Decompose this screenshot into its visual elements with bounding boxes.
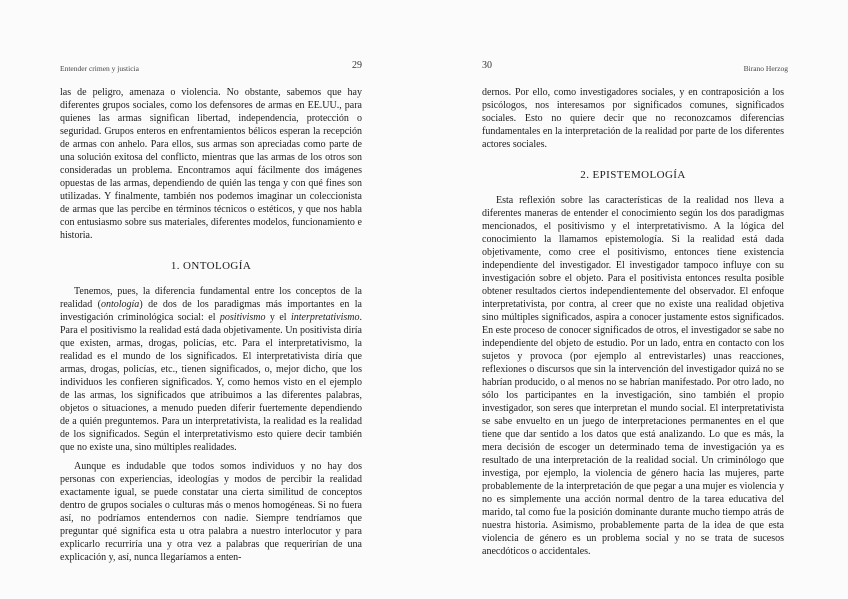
page-number-left: 29 <box>352 60 362 71</box>
left-text-column <box>60 86 362 564</box>
italic-term: ontología <box>100 299 140 310</box>
page-number-right: 30 <box>482 60 492 71</box>
text-run: Tenemos, pues, la diferencia fundamental entre los conceptos de la realidad ( <box>60 286 362 310</box>
text-run: . Para el positivismo la realidad está dada objetivamente. Un positivista diría que existen, armas, drogas, policías, etc. Para el interpretativismo, la realidad es el mundo de los significados. El interpretativista diría que armas, drogas, policías, etc., tienen significados, o, mejor dicho, que los individuos les confieren significados. Y, como hemos visto en el ejemplo de las armas, los significados que atribuimos a las diferentes palabras, objetos o situaciones, a menudo pueden diferir fuertemente dependiendo de a quién preguntemos. Para un interpretativista, la realidad es la realidad de los significados. Según el interpretativismo esto quiere decir también que no existe una, sino múltiples realidades. <box>60 312 362 453</box>
right-text-column <box>482 86 784 558</box>
paragraph: dernos. Por ello, como investigadores sociales, y en contraposición a los psicólogos, nos interesamos por significados comunes, significados sociales. Esto no quiere decir que no reconozcamos diferencias fundamentales en la interpretación de la realidad por parte de los diferentes actores sociales. <box>482 87 784 150</box>
running-head-left: Entender crimen y justicia <box>60 64 139 73</box>
italic-term: positivismo <box>219 312 266 323</box>
paragraph: Aunque es indudable que todos somos individuos y no hay dos personas con experiencias, ideologías y modos de percibir la realidad exactamente igual, se puede constatar una cierta similitud de conceptos dentro de grupos sociales o culturas más o menos homogéneas. Si no fuera así, no podríamos entendernos con nadie. Siempre tendríamos que preguntar qué significa esta u otra palabra a nuestro interlocutor y para explicarlo recurriría una y otra vez a palabras que requerirían de una explicación y, así, nunca llegaríamos a enten- <box>60 461 362 563</box>
right-page <box>424 0 848 599</box>
text-run: ) de dos de los paradigmas más importantes en la investigación criminológica social: el <box>60 299 362 323</box>
paragraph <box>60 285 362 454</box>
section-heading-epistemologia: 2. EPISTEMOLOGÍA <box>580 169 686 181</box>
paragraph: las de peligro, amenaza o violencia. No obstante, sabemos que hay diferentes grupos sociales, como los defensores de armas en EE.UU., para quienes las armas significan libertad, independencia, protección o seguridad. Grupos enteros en enfrentamientos bélicos esperan la recepción de armas con anhelo. Para ellos, sus armas son apreciadas como parte de una solución exitosa del conflicto, mientras que las armas de los otros son consideradas un problema. Encontramos aquí fácilmente dos imágenes opuestas de las armas, dependiendo de quién las tenga y con qué fines son utilizadas. Y finalmente, también nos podemos imaginar un coleccionista de armas que las percibe en términos técnicos o estéticos, y que nos habla con entusiasmo sobre sus materiales, diferentes modelos, funcionamiento e historia. <box>60 87 362 241</box>
paragraph: Esta reflexión sobre las características de la realidad nos lleva a diferentes maneras de entender el conocimiento según los dos paradigmas mencionados, el positivismo y el interpretativismo. A la lógica del conocimiento la llamamos epistemología. Si la realidad está dada objetivamente, como cree el positivismo, entonces tiene existencia independiente del investigador. El investigador tampoco influye con su investigación sobre el objeto. Para el positivista entonces resulta posible obtener resultados ciertos independientemente del observador. El enfoque interpretativista, por contra, al creer que no existe una realidad objetiva sino múltiples significados, aspira a conocer justamente estos significados. En este proceso de conocer significados de otros, el investigador se sabe no independiente del objeto de estudio. Por un lado, entra en contacto con los sujetos y provoca (por ejemplo al entrevistarles) unas reacciones, reflexiones o discursos que sin la intervención del investigador quizá no se habrían producido, o al menos no se habrían manifestado. Por otro lado, no sólo los participantes en la investigación, sino también el propio investigador, son seres que interpretan el mundo social. El interpretativista se sabe envuelto en un juego de interpretaciones permanentes en el que tiene que dar sentido a los datos que está analizando. Lo que es más, la mera decisión de escoger un determinado tema de investigación ya es resultado de una interpretación de la realidad social. Un criminólogo que investiga, por ejemplo, la violencia de género hacia las mujeres, parte probablemente de la interpretación de que pegar a una mujer es violencia y no es simplemente una acción normal dentro de la tarea educativa del marido, tal como fue la posición dominante durante mucho tiempo atrás de nuestra historia. Asimismo, probablemente parta de la idea de que esta violencia de género es un problema social y no se trata de sucesos anecdóticos o accidentales. <box>482 195 784 557</box>
running-head-right: Birano Herzog <box>743 64 788 73</box>
text-run: y el <box>265 312 291 323</box>
section-heading-ontologia: 1. ONTOLOGÍA <box>170 260 252 272</box>
italic-term: interpretativismo <box>290 312 360 323</box>
